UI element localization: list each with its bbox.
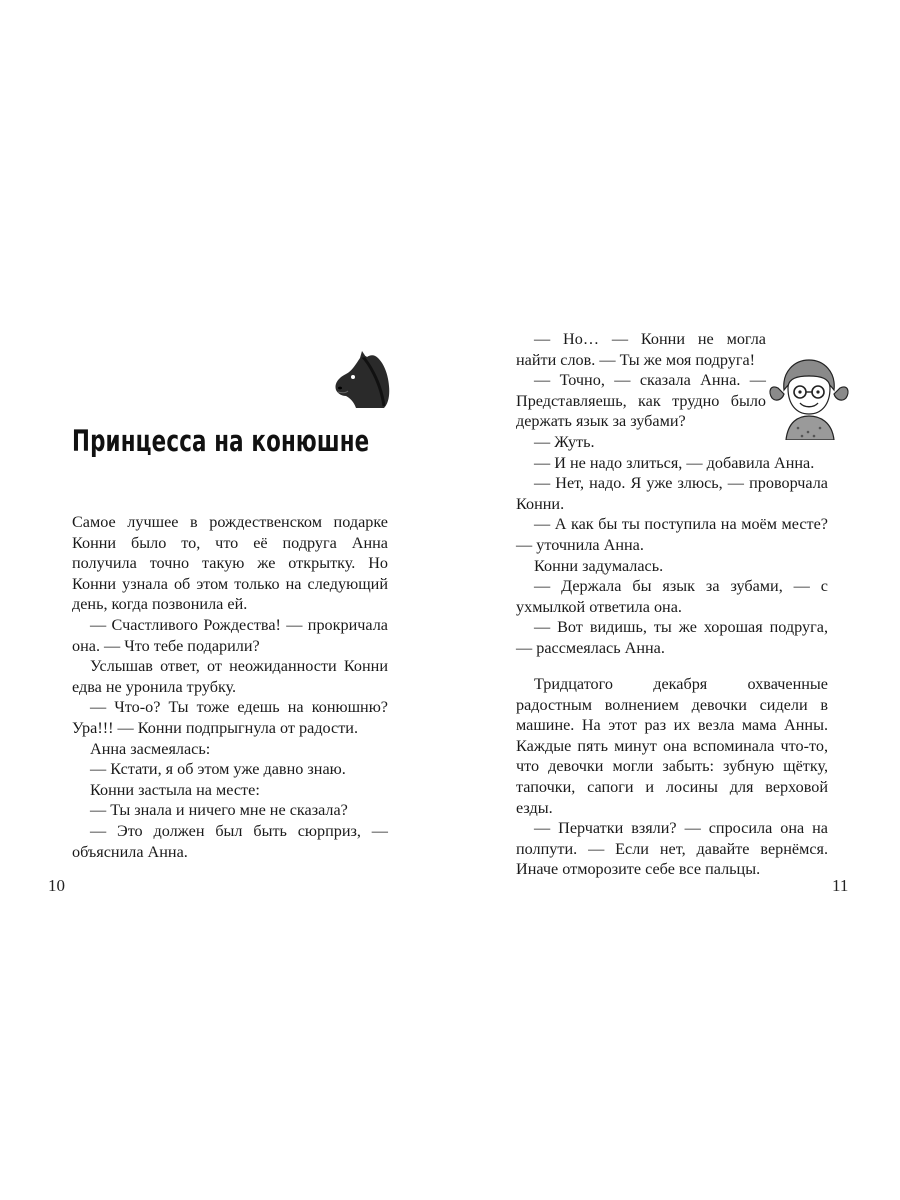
paragraph: — Точно, — сказала Анна. — Представляешь, как трудно было держать язык за зубами? (516, 371, 766, 431)
paragraph: — Вот видишь, ты же хорошая подруга, — рассмеялась Анна. (516, 618, 828, 657)
paragraph: — И не надо злиться, — добавила Анна. (534, 453, 815, 472)
paragraph: — Жуть. (534, 432, 595, 451)
paragraph: Тридцатого декабря охваченные радостным волнением девочки сидели в машине. На этот раз их везла мама Анны. Каждые пять минут она вспоминала что-то, что девочки могли забыть: зубную щётку, тапочки, сапоги и лосины для верховой езды. (516, 675, 828, 817)
page-number: 11 (832, 876, 849, 895)
paragraph: — Что-о? Ты тоже едешь на конюшню? Ура!!! — Конни подпрыгнула от радости. (72, 698, 388, 737)
paragraph: — Это должен был быть сюрприз, — объяснила Анна. (72, 821, 388, 861)
paragraph: — Кстати, я об этом уже давно знаю. (90, 760, 346, 779)
right-body-text (516, 329, 828, 659)
right-second-section (516, 674, 828, 880)
paragraph: Самое лучшее в рождественском подарке Конни было то, что её подруга Анна получила точно такую же открытку. Но Конни узнала об этом только на следующий день, когда позвонила ей. (72, 513, 388, 614)
paragraph: — А как бы ты поступила на моём месте? — уточнила Анна. (516, 515, 828, 554)
paragraph: — Держала бы язык за зубами, — с ухмылкой ответила она. (516, 577, 828, 616)
paragraph: Конни застыла на месте: (90, 780, 260, 799)
paragraph: — Нет, надо. Я уже злюсь, — проворчала Конни. (516, 474, 828, 513)
paragraph: — Ты знала и ничего мне не сказала? (90, 801, 348, 820)
paragraph: Конни задумалась. (534, 556, 664, 575)
page-number: 10 (48, 876, 65, 895)
chapter-title: Принцесса на конюшне (72, 424, 370, 458)
paragraph: Услышав ответ, от неожиданности Конни едва не уронила трубку. (72, 657, 388, 696)
left-body-text (72, 512, 388, 862)
paragraph: Анна засмеялась: (90, 739, 211, 758)
paragraph: — Но… — Конни не могла найти слов. — Ты же моя подруга! (516, 330, 766, 369)
paragraph: — Перчатки взяли? — спросила она на полпути. — Если нет, давайте вернёмся. Иначе отморозите себе все пальцы. (516, 819, 828, 879)
paragraph: — Счастливого Рождества! — прокричала она. — Что тебе подарили? (72, 615, 388, 655)
horse-head-icon (326, 350, 392, 410)
